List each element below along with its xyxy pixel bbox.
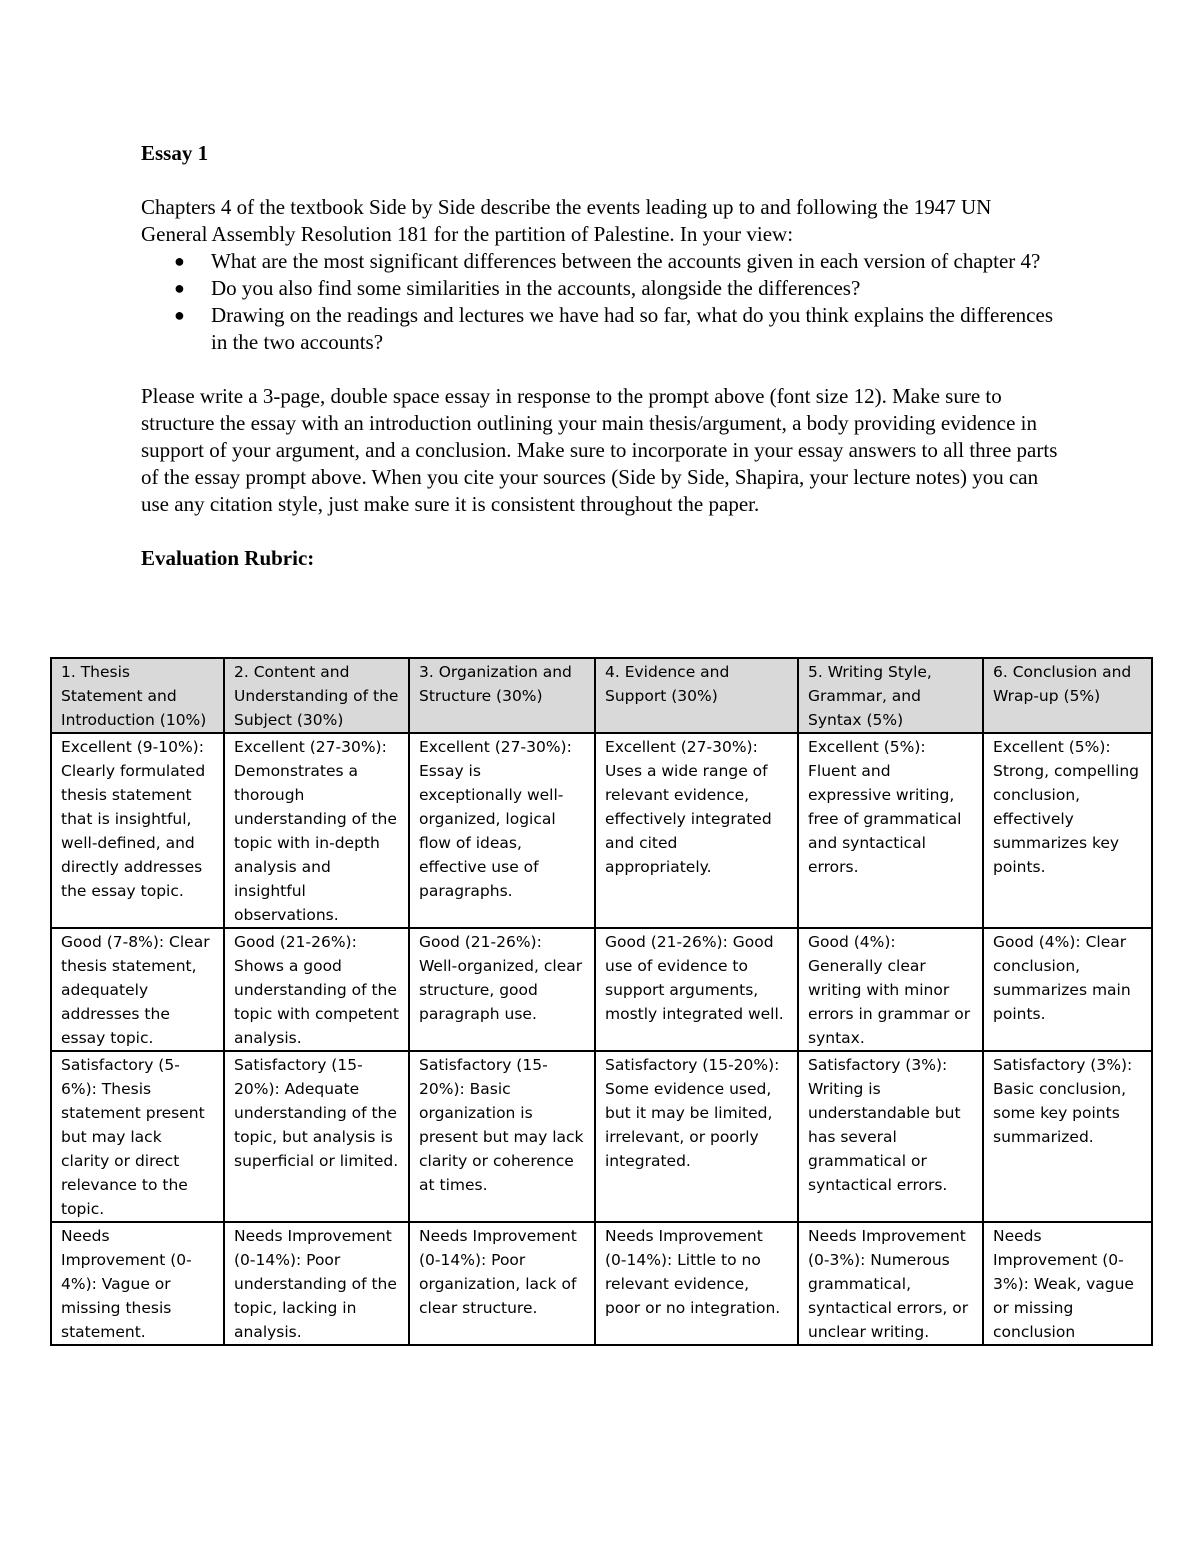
- list-item: [141, 302, 1061, 356]
- rubric-header-writing-style: 5. Writing Style, Grammar, and Syntax (5%): [798, 658, 983, 733]
- essay-instructions: Please write a 3-page, double space essay in response to the prompt above (font size 12). Make sure to structure the essay with an introduction outlining your main thesis/argument, a body providing evidence in support of your argument, and a conclusion. Make sure to incorporate in your essay answers to all three parts of the essay prompt above. When you cite your sources (Side by Side, Shapira, your lecture notes) you can use any citation style, just make sure it is consistent throughout the paper.: [141, 384, 1058, 516]
- list-item: [141, 275, 1061, 302]
- table-row: [51, 928, 1152, 1051]
- rubric-cell-excellent-conclusion: Excellent (5%): Strong, compelling conclusion, effectively summarizes key points.: [983, 733, 1152, 928]
- rubric-header-content: 2. Content and Understanding of the Subject (30%): [224, 658, 409, 733]
- rubric-cell-good-organization: Good (21-26%): Well-organized, clear structure, good paragraph use.: [409, 928, 595, 1051]
- rubric-cell-excellent-evidence: Excellent (27-30%): Uses a wide range of relevant evidence, effectively integrated and cited appropriately.: [595, 733, 798, 928]
- rubric-cell-satisfactory-thesis: Satisfactory (5-6%): Thesis statement present but may lack clarity or direct relevance to the topic.: [51, 1051, 224, 1222]
- rubric-cell-good-thesis: Good (7-8%): Clear thesis statement, adequately addresses the essay topic.: [51, 928, 224, 1051]
- rubric-header-row: [51, 658, 1152, 733]
- rubric-cell-needs-improvement-evidence: Needs Improvement (0-14%): Little to no relevant evidence, poor or no integration.: [595, 1222, 798, 1345]
- rubric-cell-satisfactory-content: Satisfactory (15-20%): Adequate understanding of the topic, but analysis is superficial or limited.: [224, 1051, 409, 1222]
- rubric-cell-good-conclusion: Good (4%): Clear conclusion, summarizes main points.: [983, 928, 1152, 1051]
- prompt-question-list: [141, 248, 1061, 356]
- table-row: [51, 1051, 1152, 1222]
- table-row: [51, 1222, 1152, 1345]
- bullet-icon: ●: [174, 305, 185, 325]
- rubric-cell-needs-improvement-thesis: Needs Improvement (0-4%): Vague or missing thesis statement.: [51, 1222, 224, 1345]
- rubric-cell-needs-improvement-content: Needs Improvement (0-14%): Poor understanding of the topic, lacking in analysis.: [224, 1222, 409, 1345]
- rubric-cell-satisfactory-organization: Satisfactory (15-20%): Basic organization is present but may lack clarity or coherence at times.: [409, 1051, 595, 1222]
- rubric-header-organization: 3. Organization and Structure (30%): [409, 658, 595, 733]
- evaluation-rubric-table: [50, 657, 1153, 1346]
- paragraph-spacer: [141, 356, 1061, 383]
- rubric-heading: Evaluation Rubric:: [141, 546, 315, 570]
- rubric-cell-excellent-content: Excellent (27-30%): Demonstrates a thorough understanding of the topic with in-depth analysis and insightful observations.: [224, 733, 409, 928]
- rubric-header-evidence: 4. Evidence and Support (30%): [595, 658, 798, 733]
- rubric-cell-good-content: Good (21-26%): Shows a good understanding of the topic with competent analysis.: [224, 928, 409, 1051]
- essay-intro: Chapters 4 of the textbook Side by Side describe the events leading up to and following the 1947 UN General Assembly Resolution 181 for the partition of Palestine. In your view:: [141, 195, 992, 246]
- bullet-icon: ●: [174, 251, 185, 271]
- rubric-header-thesis: 1. Thesis Statement and Introduction (10%): [51, 658, 224, 733]
- rubric-cell-satisfactory-evidence: Satisfactory (15-20%): Some evidence used, but it may be limited, irrelevant, or poorly integrated.: [595, 1051, 798, 1222]
- rubric-cell-excellent-organization: Excellent (27-30%): Essay is exceptionally well-organized, logical flow of ideas, effective use of paragraphs.: [409, 733, 595, 928]
- rubric-cell-good-evidence: Good (21-26%): Good use of evidence to support arguments, mostly integrated well.: [595, 928, 798, 1051]
- prompt-question: What are the most significant differences between the accounts given in each version of chapter 4?: [211, 249, 1041, 273]
- table-row: [51, 733, 1152, 928]
- essay-title: Essay 1: [141, 141, 209, 165]
- rubric-cell-excellent-writing-style: Excellent (5%): Fluent and expressive writing, free of grammatical and syntactical errors.: [798, 733, 983, 928]
- prompt-question: Do you also find some similarities in the accounts, alongside the differences?: [211, 276, 861, 300]
- prompt-question: Drawing on the readings and lectures we have had so far, what do you think explains the differences in the two accounts?: [211, 303, 1053, 354]
- rubric-header-conclusion: 6. Conclusion and Wrap-up (5%): [983, 658, 1152, 733]
- bullet-icon: ●: [174, 278, 185, 298]
- rubric-cell-needs-improvement-organization: Needs Improvement (0-14%): Poor organization, lack of clear structure.: [409, 1222, 595, 1345]
- rubric-cell-satisfactory-writing-style: Satisfactory (3%): Writing is understandable but has several grammatical or syntactical errors.: [798, 1051, 983, 1222]
- rubric-cell-good-writing-style: Good (4%): Generally clear writing with minor errors in grammar or syntax.: [798, 928, 983, 1051]
- rubric-cell-excellent-thesis: Excellent (9-10%): Clearly formulated thesis statement that is insightful, well-defined, and directly addresses the essay topic.: [51, 733, 224, 928]
- essay-document: [141, 140, 1061, 572]
- rubric-cell-needs-improvement-conclusion: Needs Improvement (0-3%): Weak, vague or missing conclusion: [983, 1222, 1152, 1345]
- rubric-cell-satisfactory-conclusion: Satisfactory (3%): Basic conclusion, some key points summarized.: [983, 1051, 1152, 1222]
- rubric-cell-needs-improvement-writing-style: Needs Improvement (0-3%): Numerous grammatical, syntactical errors, or unclear writing.: [798, 1222, 983, 1345]
- list-item: [141, 248, 1061, 275]
